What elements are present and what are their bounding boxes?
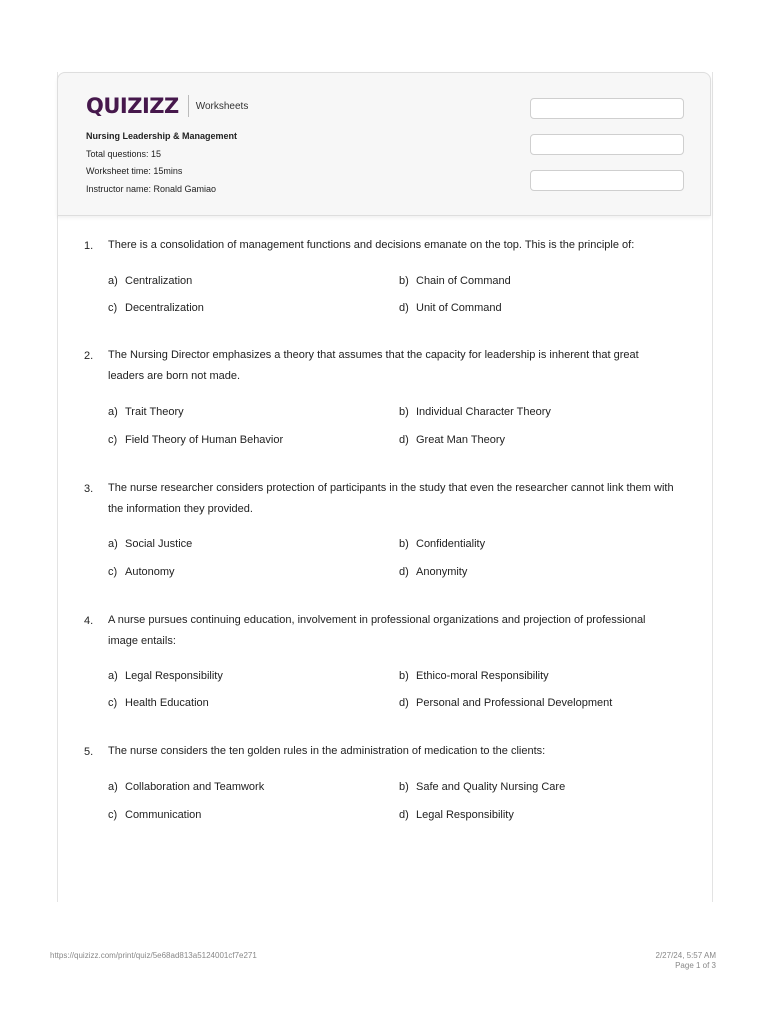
worksheet-header (57, 72, 711, 216)
option-text: Trait Theory (125, 406, 184, 418)
question-number: 5. (84, 746, 94, 758)
name-input[interactable] (530, 98, 684, 119)
option-text: Legal Responsibility (416, 809, 514, 821)
quiz-meta (86, 131, 237, 201)
logo-tagline: Worksheets (195, 100, 249, 112)
option-letter: c) (108, 697, 118, 709)
option-letter: c) (108, 809, 118, 821)
option-a (108, 670, 223, 682)
option-text: Anonymity (416, 566, 468, 578)
date-input[interactable] (530, 170, 684, 191)
option-letter: b) (399, 538, 409, 550)
option-letter: d) (399, 434, 409, 446)
option-text: Ethico-moral Responsibility (416, 670, 549, 682)
option-b (399, 781, 565, 793)
logo-wordmark: QUIZIZZ (86, 94, 179, 118)
option-text: Social Justice (125, 538, 193, 550)
option-letter: c) (108, 566, 118, 578)
option-b (399, 275, 511, 287)
quiz-title: Nursing Leadership & Management (86, 131, 238, 141)
option-c (108, 809, 201, 821)
question-number: 1. (84, 240, 94, 252)
question-text: The nurse researcher considers protection of participants in the study that even the researcher cannot link them with the information they provided. (108, 482, 674, 515)
total-questions: Total questions: 15 (86, 148, 162, 159)
option-text: Unit of Command (416, 302, 502, 314)
option-letter: b) (399, 781, 409, 793)
class-field-row (488, 134, 738, 156)
option-letter: a) (108, 781, 118, 793)
print-footer-info (656, 951, 717, 971)
option-c (108, 697, 209, 709)
option-letter: b) (399, 406, 409, 418)
option-d (399, 697, 612, 709)
option-letter: d) (399, 302, 409, 314)
question-text: The Nursing Director emphasizes a theory that assumes that the capacity for leadership is inherent that great leaders are born not made. (108, 349, 639, 382)
option-text: Safe and Quality Nursing Care (416, 781, 566, 793)
option-text: Chain of Command (416, 275, 511, 287)
option-text: Confidentiality (416, 538, 486, 550)
option-c (108, 302, 204, 314)
option-text: Great Man Theory (416, 434, 506, 446)
option-c (108, 566, 175, 578)
option-b (399, 538, 485, 550)
name-field-row (488, 98, 738, 120)
option-d (399, 302, 502, 314)
page-number: Page 1 of 3 (675, 961, 716, 970)
print-datetime: 2/27/24, 5:57 AM (655, 951, 716, 960)
option-letter: c) (108, 302, 118, 314)
option-c (108, 434, 283, 446)
option-text: Collaboration and Teamwork (125, 781, 265, 793)
option-a (108, 781, 264, 793)
question-text: A nurse pursues continuing education, involvement in professional organizations and projection of professional image entails: (108, 614, 646, 647)
option-text: Personal and Professional Development (416, 697, 613, 709)
print-url: https://quizizz.com/print/quiz/5e68ad813a5124001cf7e271 (50, 951, 257, 960)
class-input[interactable] (530, 134, 684, 155)
option-b (399, 406, 551, 418)
option-letter: a) (108, 538, 118, 550)
option-d (399, 434, 505, 446)
option-d (399, 566, 467, 578)
question-number: 2. (84, 350, 94, 362)
option-text: Centralization (125, 275, 193, 287)
option-text: Health Education (125, 697, 209, 709)
question-text: The nurse considers the ten golden rules in the administration of medication to the clients: (108, 745, 546, 757)
option-b (399, 670, 549, 682)
instructor-name: Instructor name: Ronald Gamiao (86, 183, 217, 194)
option-letter: d) (399, 566, 409, 578)
option-d (399, 809, 514, 821)
date-field-row (488, 170, 738, 192)
option-letter: b) (399, 275, 409, 287)
option-a (108, 538, 192, 550)
option-letter: a) (108, 275, 118, 287)
option-text: Autonomy (125, 566, 175, 578)
question-number: 3. (84, 483, 94, 495)
option-letter: d) (399, 809, 409, 821)
option-letter: a) (108, 406, 118, 418)
question-number: 4. (84, 615, 94, 627)
logo-divider (188, 95, 189, 117)
worksheet-time: Worksheet time: 15mins (86, 166, 183, 176)
option-text: Communication (125, 809, 202, 821)
option-a (108, 275, 192, 287)
option-letter: d) (399, 697, 409, 709)
option-text: Decentralization (125, 302, 204, 314)
quizizz-logo (86, 93, 248, 119)
option-a (108, 406, 184, 418)
option-text: Individual Character Theory (416, 406, 551, 418)
option-letter: c) (108, 434, 118, 446)
option-text: Field Theory of Human Behavior (125, 434, 284, 446)
option-letter: b) (399, 670, 409, 682)
option-text: Legal Responsibility (125, 670, 223, 682)
option-letter: a) (108, 670, 118, 682)
question-text: There is a consolidation of management functions and decisions emanate on the top. This is the principle of: (108, 239, 635, 251)
